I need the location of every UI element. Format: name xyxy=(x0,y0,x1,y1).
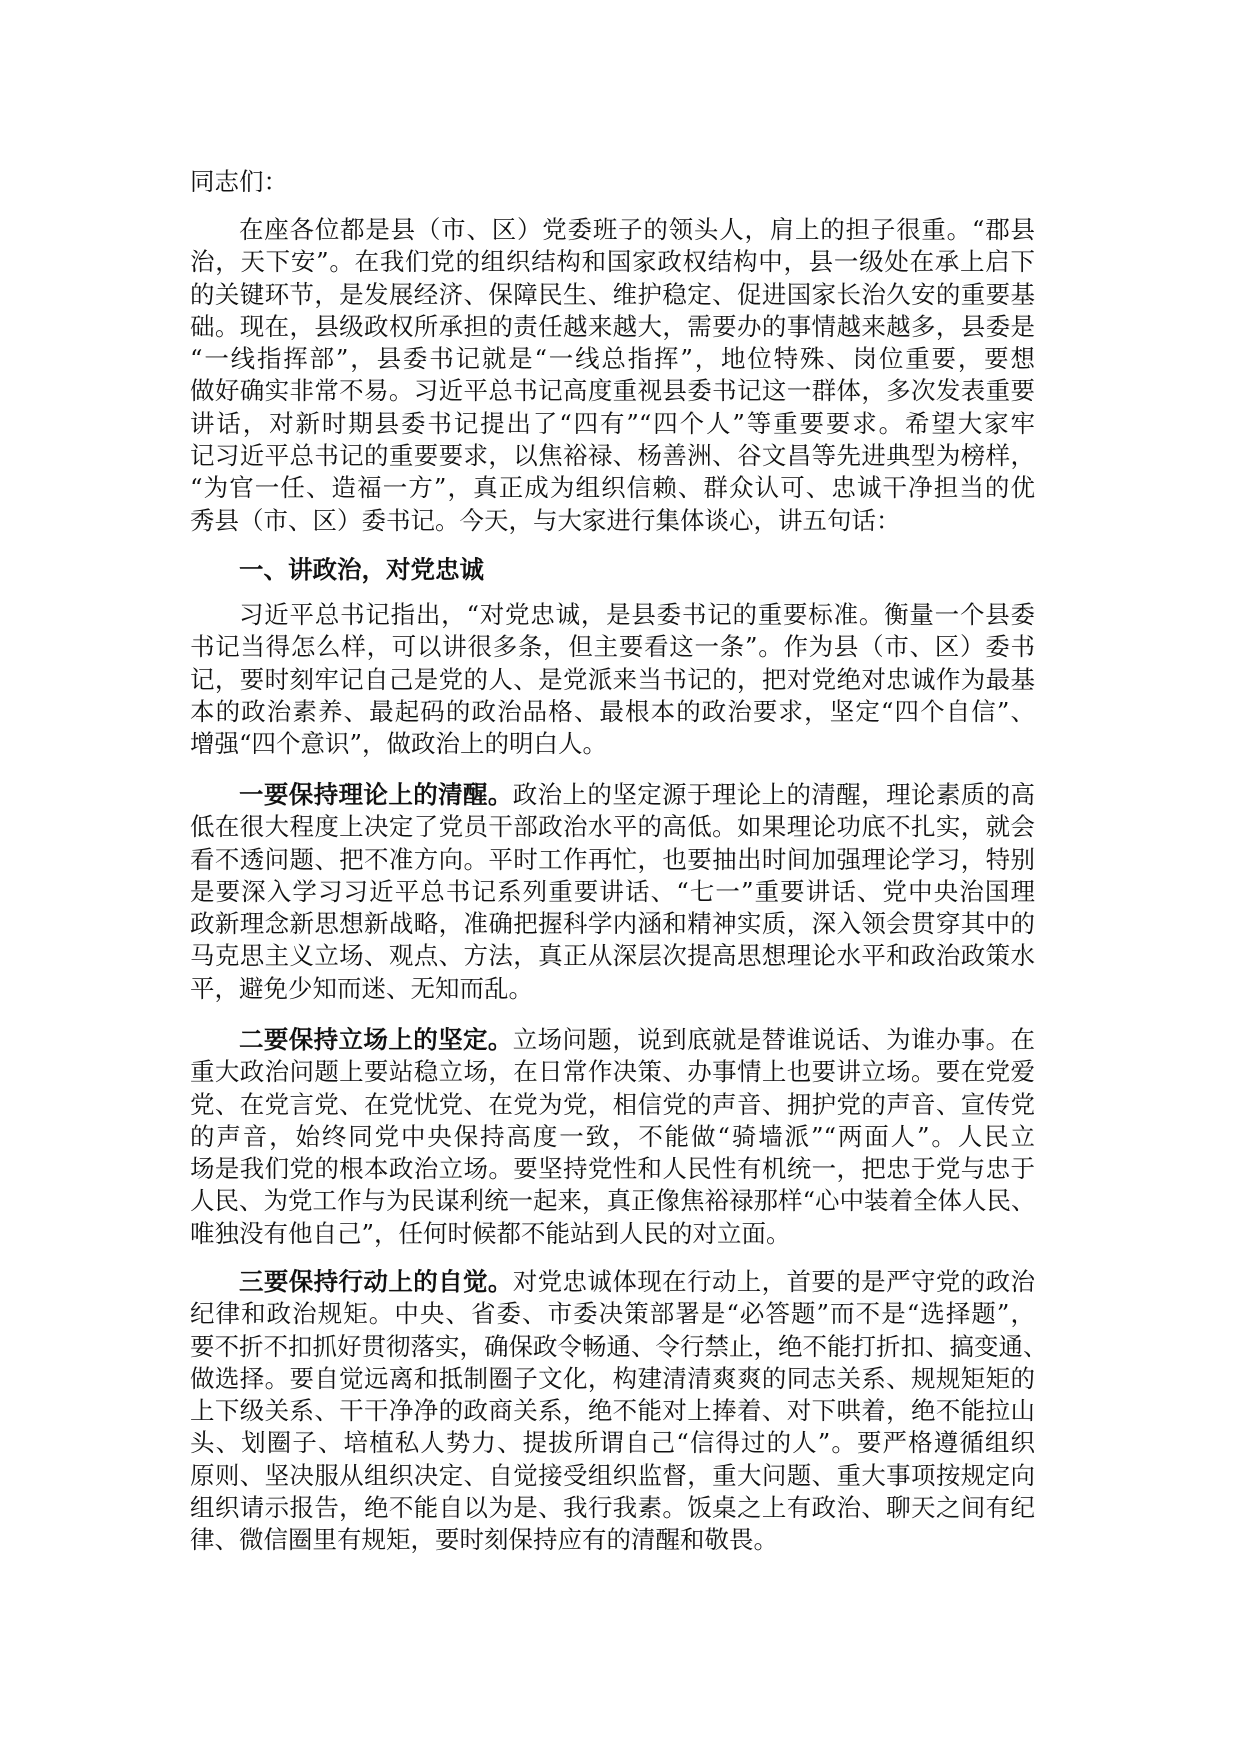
text-line: 的关键环节，是发展经济、保障民生、维护稳定、促进国家长治久安的重要基 xyxy=(190,279,1035,309)
text-line xyxy=(190,1024,1035,1056)
lead-heading: 三要保持行动上的自觉。 xyxy=(239,1267,513,1296)
text-line: 党、在党言党、在党忧党、在党为党，相信党的声音、拥护党的声音、宣传党 xyxy=(190,1089,1035,1119)
text-line: 唯独没有他自己”，任何时候都不能站到人民的对立面。 xyxy=(190,1218,791,1248)
text-line xyxy=(190,1266,1035,1298)
text-line: 秀县（市、区）委书记。今天，与大家进行集体谈心，讲五句话： xyxy=(190,505,901,535)
text-line: 场是我们党的根本政治立场。要坚持党性和人民性有机统一，把忠于党与忠于 xyxy=(190,1154,1035,1184)
lead-heading: 一要保持理论上的清醒。 xyxy=(239,780,513,809)
text-line: 上下级关系、干干净净的政商关系，绝不能对上捧着、对下哄着，绝不能拉山 xyxy=(190,1396,1035,1426)
point-paragraph-2 xyxy=(190,1024,1035,1250)
text-line: 人民、为党工作与为民谋利统一起来，真正像焦裕禄那样“心中装着全体人民、 xyxy=(190,1186,1036,1216)
text-line xyxy=(190,779,1035,811)
lead-heading: 二要保持立场上的坚定。 xyxy=(239,1025,513,1054)
text-line: 记习近平总书记的重要要求，以焦裕禄、杨善洲、谷文昌等先进典型为榜样， xyxy=(190,441,1035,471)
line-text: 对党忠诚体现在行动上，首要的是严守党的政治 xyxy=(512,1267,1036,1296)
text-line: 政新理念新思想新战略，准确把握科学内涵和精神实质，深入领会贯穿其中的 xyxy=(190,909,1035,939)
greeting: 同志们： xyxy=(190,167,288,196)
text-line: 重大政治问题上要站稳立场，在日常作决策、办事情上也要讲立场。要在党爱 xyxy=(190,1057,1035,1087)
document-page xyxy=(190,166,1035,198)
text-line: 本的政治素养、最起码的政治品格、最根本的政治要求，坚定“四个自信”、 xyxy=(190,696,1035,726)
text-line: 原则、坚决服从组织决定、自觉接受组织监督，重大问题、重大事项按规定向 xyxy=(190,1460,1035,1490)
line-text: 政治上的坚定源于理论上的清醒，理论素质的高 xyxy=(512,780,1036,809)
text-line: 平，避免少知而迷、无知而乱。 xyxy=(190,973,533,1003)
text-line: 律、微信圈里有规矩，要时刻保持应有的清醒和敬畏。 xyxy=(190,1525,778,1555)
text-line: 的声音，始终同党中央保持高度一致，不能做“骑墙派”“两面人”。人民立 xyxy=(190,1121,1035,1151)
text-line: 马克思主义立场、观点、方法，真正从深层次提高思想理论水平和政治政策水 xyxy=(190,941,1035,971)
body-paragraph xyxy=(190,599,1035,760)
text-line: 组织请示报告，绝不能自以为是、我行我素。饭桌之上有政治、聊天之间有纪 xyxy=(190,1493,1035,1523)
text-line: 纪律和政治规矩。中央、省委、市委决策部署是“必答题”而不是“选择题”， xyxy=(190,1299,1035,1329)
text-line: 在座各位都是县（市、区）党委班子的领头人，肩上的担子很重。“郡县 xyxy=(239,215,1035,244)
point-paragraph-1 xyxy=(190,779,1035,1005)
text-line: 治，天下安”。在我们党的组织结构和国家政权结构中，县一级处在承上启下 xyxy=(190,247,1035,277)
text-line: 础。现在，县级政权所承担的责任越来越大，需要办的事情越来越多，县委是 xyxy=(190,311,1035,341)
text-line: “为官一任、造福一方”，真正成为组织信赖、群众认可、忠诚干净担当的优 xyxy=(190,473,1035,503)
section-heading-text: 一、讲政治，对党忠诚 xyxy=(239,555,484,584)
intro-paragraph xyxy=(190,214,1035,537)
text-line: 是要深入学习习近平总书记系列重要讲话、“七一”重要讲话、党中央治国理 xyxy=(190,876,1035,906)
text-line: 做好确实非常不易。习近平总书记高度重视县委书记这一群体，多次发表重要 xyxy=(190,376,1035,406)
text-line: 要不折不扣抓好贯彻落实，确保政令畅通、令行禁止，绝不能打折扣、搞变通、 xyxy=(190,1331,1048,1361)
text-line: 书记当得怎么样，可以讲很多条，但主要看这一条”。作为县（市、区）委书 xyxy=(190,632,1035,662)
text-line: 做选择。要自觉远离和抵制圈子文化，构建清清爽爽的同志关系、规规矩矩的 xyxy=(190,1363,1035,1393)
text-line: 看不透问题、把不准方向。平时工作再忙，也要抽出时间加强理论学习，特别 xyxy=(190,844,1035,874)
text-line: 低在很大程度上决定了党员干部政治水平的高低。如果理论功底不扎实，就会 xyxy=(190,812,1035,842)
text-line: “一线指挥部”，县委书记就是“一线总指挥”，地位特殊、岗位重要，要想 xyxy=(190,344,1035,374)
text-line: 习近平总书记指出，“对党忠诚，是县委书记的重要标准。衡量一个县委 xyxy=(239,600,1035,629)
text-line: 记，要时刻牢记自己是党的人、是党派来当书记的，把对党绝对忠诚作为最基 xyxy=(190,664,1035,694)
text-line: 增强“四个意识”，做政治上的明白人。 xyxy=(190,729,608,759)
section-heading xyxy=(190,554,1035,586)
point-paragraph-3 xyxy=(190,1266,1048,1557)
text-line: 讲话，对新时期县委书记提出了“四有”“四个人”等重要要求。希望大家牢 xyxy=(190,408,1035,438)
line-text: 立场问题，说到底就是替谁说话、为谁办事。在 xyxy=(512,1025,1036,1054)
text-line: 头、划圈子、培植私人势力、提拔所谓自己“信得过的人”。要严格遵循组织 xyxy=(190,1428,1035,1458)
